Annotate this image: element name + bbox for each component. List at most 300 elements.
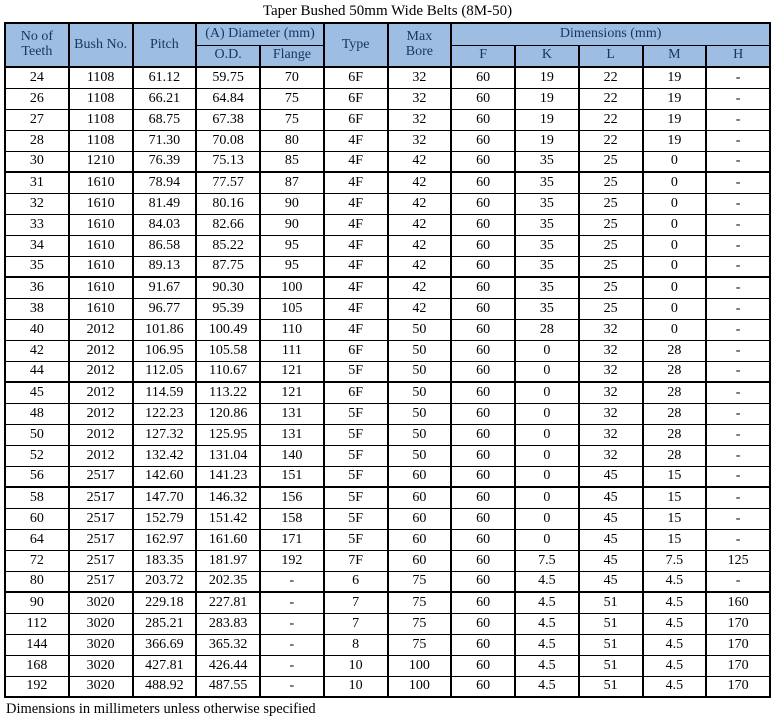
table-cell: 51 xyxy=(579,634,643,655)
table-cell: - xyxy=(706,130,770,151)
table-cell: 60 xyxy=(451,172,515,193)
table-cell: 5F xyxy=(324,361,388,382)
table-cell: 90 xyxy=(260,214,324,235)
table-cell: 80.16 xyxy=(196,193,260,214)
table-cell: 8 xyxy=(324,634,388,655)
table-cell: 6F xyxy=(324,340,388,361)
table-cell: - xyxy=(260,613,324,634)
table-cell: 51 xyxy=(579,676,643,697)
table-cell: - xyxy=(706,172,770,193)
table-cell: 15 xyxy=(643,508,707,529)
table-row xyxy=(5,67,770,88)
table-cell: 4.5 xyxy=(643,613,707,634)
table-cell: 89.13 xyxy=(133,256,197,277)
table-cell: 121 xyxy=(260,361,324,382)
table-cell: 6F xyxy=(324,109,388,130)
table-cell: 28 xyxy=(515,319,579,340)
table-cell: 75 xyxy=(388,634,452,655)
table-cell: 25 xyxy=(579,214,643,235)
table-cell: 112 xyxy=(5,613,69,634)
table-cell: 42 xyxy=(388,277,452,298)
table-cell: 27 xyxy=(5,109,69,130)
table-cell: 10 xyxy=(324,655,388,676)
table-cell: 45 xyxy=(579,487,643,508)
table-cell: 50 xyxy=(388,382,452,403)
table-row xyxy=(5,256,770,277)
table-cell: 5F xyxy=(324,466,388,487)
table-cell: 1610 xyxy=(69,277,133,298)
table-row xyxy=(5,424,770,445)
table-cell: 32 xyxy=(579,424,643,445)
table-cell: 5F xyxy=(324,424,388,445)
header-m: M xyxy=(643,45,707,67)
table-cell: 1108 xyxy=(69,88,133,109)
table-cell: - xyxy=(706,235,770,256)
table-cell: 4.5 xyxy=(643,676,707,697)
table-row xyxy=(5,508,770,529)
table-cell: - xyxy=(260,571,324,592)
table-cell: 101.86 xyxy=(133,319,197,340)
table-cell: 4.5 xyxy=(515,676,579,697)
table-cell: 78.94 xyxy=(133,172,197,193)
table-cell: 100.49 xyxy=(196,319,260,340)
table-cell: 32 xyxy=(579,403,643,424)
table-cell: 152.79 xyxy=(133,508,197,529)
table-row xyxy=(5,613,770,634)
table-cell: 7.5 xyxy=(643,550,707,571)
table-cell: 60 xyxy=(388,529,452,550)
table-cell: 60 xyxy=(451,634,515,655)
table-cell: 1610 xyxy=(69,235,133,256)
table-row xyxy=(5,340,770,361)
table-row xyxy=(5,676,770,697)
table-cell: 42 xyxy=(388,193,452,214)
table-body xyxy=(5,67,770,697)
table-cell: 96.77 xyxy=(133,298,197,319)
table-cell: 25 xyxy=(579,256,643,277)
table-cell: 2517 xyxy=(69,508,133,529)
table-cell: 60 xyxy=(5,508,69,529)
table-cell: 5F xyxy=(324,403,388,424)
table-cell: 60 xyxy=(451,487,515,508)
table-cell: 1210 xyxy=(69,151,133,172)
table-cell: 60 xyxy=(451,130,515,151)
table-cell: 19 xyxy=(515,130,579,151)
table-cell: 1108 xyxy=(69,109,133,130)
table-cell: 1610 xyxy=(69,298,133,319)
table-cell: 15 xyxy=(643,466,707,487)
table-cell: 227.81 xyxy=(196,592,260,613)
table-cell: 60 xyxy=(451,424,515,445)
table-cell: 90.30 xyxy=(196,277,260,298)
table-cell: 32 xyxy=(579,445,643,466)
table-cell: 144 xyxy=(5,634,69,655)
table-cell: 60 xyxy=(451,403,515,424)
table-cell: 60 xyxy=(388,466,452,487)
table-cell: 44 xyxy=(5,361,69,382)
table-cell: 0 xyxy=(643,214,707,235)
table-cell: 50 xyxy=(388,424,452,445)
table-cell: 25 xyxy=(579,172,643,193)
table-cell: 28 xyxy=(643,361,707,382)
table-cell: 60 xyxy=(451,88,515,109)
table-cell: 60 xyxy=(388,508,452,529)
table-cell: - xyxy=(706,508,770,529)
table-cell: - xyxy=(706,256,770,277)
table-cell: 4.5 xyxy=(643,571,707,592)
table-cell: 34 xyxy=(5,235,69,256)
table-cell: 60 xyxy=(451,571,515,592)
table-cell: 77.57 xyxy=(196,172,260,193)
table-cell: 60 xyxy=(451,613,515,634)
table-cell: 31 xyxy=(5,172,69,193)
table-cell: 24 xyxy=(5,67,69,88)
table-cell: 2517 xyxy=(69,550,133,571)
table-cell: - xyxy=(706,487,770,508)
header-row-1 xyxy=(5,23,770,45)
table-cell: 7 xyxy=(324,613,388,634)
table-cell: 45 xyxy=(579,550,643,571)
table-cell: 160 xyxy=(706,592,770,613)
table-cell: 60 xyxy=(451,445,515,466)
table-cell: 4.5 xyxy=(643,592,707,613)
table-cell: 3020 xyxy=(69,676,133,697)
table-cell: 60 xyxy=(451,550,515,571)
table-cell: 183.35 xyxy=(133,550,197,571)
table-cell: - xyxy=(706,151,770,172)
table-cell: - xyxy=(706,319,770,340)
table-cell: 60 xyxy=(451,214,515,235)
table-cell: 110.67 xyxy=(196,361,260,382)
table-cell: 35 xyxy=(515,298,579,319)
table-cell: 2517 xyxy=(69,466,133,487)
table-cell: - xyxy=(260,655,324,676)
table-cell: 42 xyxy=(388,256,452,277)
table-cell: 60 xyxy=(451,382,515,403)
table-cell: 15 xyxy=(643,487,707,508)
table-cell: 35 xyxy=(515,172,579,193)
table-cell: 28 xyxy=(5,130,69,151)
table-cell: 4.5 xyxy=(515,655,579,676)
table-cell: 192 xyxy=(260,550,324,571)
table-row xyxy=(5,151,770,172)
table-cell: 60 xyxy=(451,193,515,214)
table-cell: 71.30 xyxy=(133,130,197,151)
table-cell: 365.32 xyxy=(196,634,260,655)
table-cell: 4F xyxy=(324,319,388,340)
table-cell: 131 xyxy=(260,424,324,445)
table-cell: 3020 xyxy=(69,613,133,634)
table-cell: 32 xyxy=(579,361,643,382)
table-cell: 60 xyxy=(451,319,515,340)
table-cell: 6F xyxy=(324,67,388,88)
table-cell: 170 xyxy=(706,655,770,676)
table-cell: - xyxy=(706,109,770,130)
table-title: Taper Bushed 50mm Wide Belts (8M-50) xyxy=(262,3,513,19)
table-row xyxy=(5,445,770,466)
table-cell: 32 xyxy=(579,340,643,361)
table-cell: 170 xyxy=(706,634,770,655)
table-cell: 2012 xyxy=(69,319,133,340)
table-cell: 76.39 xyxy=(133,151,197,172)
table-cell: 203.72 xyxy=(133,571,197,592)
table-cell: 113.22 xyxy=(196,382,260,403)
table-cell: 202.35 xyxy=(196,571,260,592)
table-cell: 35 xyxy=(515,214,579,235)
table-cell: 5F xyxy=(324,445,388,466)
table-cell: 2012 xyxy=(69,340,133,361)
table-cell: 2012 xyxy=(69,382,133,403)
table-cell: 5F xyxy=(324,487,388,508)
table-cell: 35 xyxy=(515,151,579,172)
header-od: O.D. xyxy=(196,45,260,67)
table-cell: - xyxy=(706,88,770,109)
table-row xyxy=(5,634,770,655)
table-cell: 2012 xyxy=(69,424,133,445)
table-cell: 170 xyxy=(706,676,770,697)
table-cell: 60 xyxy=(451,340,515,361)
table-cell: 141.23 xyxy=(196,466,260,487)
header-flange: Flange xyxy=(260,45,324,67)
table-cell: 60 xyxy=(388,487,452,508)
table-cell: 112.05 xyxy=(133,361,197,382)
table-cell: 70.08 xyxy=(196,130,260,151)
table-cell: 0 xyxy=(515,361,579,382)
table-cell: 60 xyxy=(451,592,515,613)
table-cell: 60 xyxy=(451,361,515,382)
table-cell: - xyxy=(706,298,770,319)
table-cell: 51 xyxy=(579,655,643,676)
table-cell: 161.60 xyxy=(196,529,260,550)
table-cell: 72 xyxy=(5,550,69,571)
table-cell: - xyxy=(706,277,770,298)
table-cell: 38 xyxy=(5,298,69,319)
table-row xyxy=(5,592,770,613)
table-cell: - xyxy=(260,634,324,655)
header-k: K xyxy=(515,45,579,67)
table-cell: 19 xyxy=(643,88,707,109)
table-cell: 45 xyxy=(579,508,643,529)
table-cell: 19 xyxy=(643,130,707,151)
table-cell: 60 xyxy=(451,529,515,550)
header-type: Type xyxy=(324,23,388,67)
table-cell: 75 xyxy=(260,88,324,109)
table-cell: 0 xyxy=(643,172,707,193)
table-cell: 192 xyxy=(5,676,69,697)
table-cell: 67.38 xyxy=(196,109,260,130)
table-row xyxy=(5,235,770,256)
table-cell: 19 xyxy=(515,109,579,130)
table-cell: - xyxy=(706,403,770,424)
table-cell: 80 xyxy=(5,571,69,592)
table-row xyxy=(5,130,770,151)
table-cell: 48 xyxy=(5,403,69,424)
table-row xyxy=(5,466,770,487)
table-cell: 75 xyxy=(260,109,324,130)
table-cell: 3020 xyxy=(69,592,133,613)
table-cell: 7 xyxy=(324,592,388,613)
table-cell: 50 xyxy=(388,361,452,382)
table-cell: 91.67 xyxy=(133,277,197,298)
table-cell: 60 xyxy=(451,277,515,298)
table-cell: 75.13 xyxy=(196,151,260,172)
table-cell: 4F xyxy=(324,277,388,298)
table-cell: 19 xyxy=(643,109,707,130)
table-cell: 32 xyxy=(579,382,643,403)
table-cell: 28 xyxy=(643,403,707,424)
table-cell: 35 xyxy=(515,277,579,298)
table-cell: 22 xyxy=(579,67,643,88)
table-cell: 56 xyxy=(5,466,69,487)
table-cell: 40 xyxy=(5,319,69,340)
table-header xyxy=(5,23,770,67)
table-cell: 487.55 xyxy=(196,676,260,697)
table-cell: 0 xyxy=(643,235,707,256)
table-cell: 131 xyxy=(260,403,324,424)
table-cell: 162.97 xyxy=(133,529,197,550)
table-cell: 229.18 xyxy=(133,592,197,613)
table-cell: 10 xyxy=(324,676,388,697)
table-row xyxy=(5,319,770,340)
table-cell: 68.75 xyxy=(133,109,197,130)
table-cell: 32 xyxy=(388,88,452,109)
table-cell: 114.59 xyxy=(133,382,197,403)
table-cell: 25 xyxy=(579,151,643,172)
table-cell: 75 xyxy=(388,613,452,634)
table-cell: 60 xyxy=(388,550,452,571)
table-cell: 0 xyxy=(643,298,707,319)
table-row xyxy=(5,487,770,508)
table-cell: 85 xyxy=(260,151,324,172)
table-cell: 0 xyxy=(643,319,707,340)
table-cell: 85.22 xyxy=(196,235,260,256)
table-cell: 60 xyxy=(451,466,515,487)
table-cell: 4.5 xyxy=(515,592,579,613)
table-cell: 6F xyxy=(324,382,388,403)
table-cell: 60 xyxy=(451,676,515,697)
table-cell: 28 xyxy=(643,445,707,466)
table-cell: 1610 xyxy=(69,214,133,235)
table-cell: 285.21 xyxy=(133,613,197,634)
table-cell: 1610 xyxy=(69,172,133,193)
table-cell: - xyxy=(706,361,770,382)
header-bush-no: Bush No. xyxy=(69,23,133,67)
table-cell: 4F xyxy=(324,256,388,277)
table-cell: - xyxy=(706,529,770,550)
table-row xyxy=(5,298,770,319)
table-cell: 3020 xyxy=(69,634,133,655)
table-cell: 111 xyxy=(260,340,324,361)
table-cell: 22 xyxy=(579,109,643,130)
table-cell: 86.58 xyxy=(133,235,197,256)
table-cell: 66.21 xyxy=(133,88,197,109)
table-cell: - xyxy=(706,424,770,445)
table-cell: 35 xyxy=(515,256,579,277)
table-cell: 0 xyxy=(515,382,579,403)
table-cell: 35 xyxy=(5,256,69,277)
table-cell: 0 xyxy=(643,193,707,214)
table-cell: 75 xyxy=(388,571,452,592)
table-cell: 147.70 xyxy=(133,487,197,508)
table-cell: 81.49 xyxy=(133,193,197,214)
table-cell: 50 xyxy=(388,403,452,424)
table-cell: 28 xyxy=(643,382,707,403)
table-cell: 125.95 xyxy=(196,424,260,445)
table-cell: 25 xyxy=(579,235,643,256)
table-cell: 6 xyxy=(324,571,388,592)
table-cell: 2012 xyxy=(69,445,133,466)
table-cell: 0 xyxy=(515,445,579,466)
table-cell: 4.5 xyxy=(515,613,579,634)
header-dimensions-group: Dimensions (mm) xyxy=(451,23,770,45)
table-cell: 488.92 xyxy=(133,676,197,697)
table-cell: 60 xyxy=(451,67,515,88)
table-cell: 28 xyxy=(643,424,707,445)
table-cell: 33 xyxy=(5,214,69,235)
table-cell: 170 xyxy=(706,613,770,634)
footer-note: Dimensions in millimeters unless otherwise specified xyxy=(6,701,316,717)
table-cell: 0 xyxy=(515,529,579,550)
table-cell: 283.83 xyxy=(196,613,260,634)
table-cell: - xyxy=(706,193,770,214)
table-cell: 132.42 xyxy=(133,445,197,466)
table-cell: 2012 xyxy=(69,361,133,382)
table-cell: 50 xyxy=(388,445,452,466)
table-row xyxy=(5,529,770,550)
table-cell: 50 xyxy=(388,340,452,361)
table-cell: 0 xyxy=(643,151,707,172)
table-cell: 142.60 xyxy=(133,466,197,487)
table-cell: 106.95 xyxy=(133,340,197,361)
table-cell: 4F xyxy=(324,235,388,256)
table-cell: 100 xyxy=(260,277,324,298)
table-row xyxy=(5,214,770,235)
table-cell: 32 xyxy=(388,67,452,88)
table-cell: 0 xyxy=(515,340,579,361)
table-cell: 42 xyxy=(388,151,452,172)
table-cell: 19 xyxy=(515,88,579,109)
table-cell: 4F xyxy=(324,172,388,193)
table-cell: 151 xyxy=(260,466,324,487)
table-cell: 0 xyxy=(515,508,579,529)
table-row xyxy=(5,193,770,214)
table-cell: 64 xyxy=(5,529,69,550)
table-cell: 51 xyxy=(579,592,643,613)
table-cell: 22 xyxy=(579,88,643,109)
table-cell: 19 xyxy=(643,67,707,88)
table-cell: 366.69 xyxy=(133,634,197,655)
table-cell: 25 xyxy=(579,193,643,214)
table-cell: 3020 xyxy=(69,655,133,676)
table-cell: 110 xyxy=(260,319,324,340)
table-cell: 51 xyxy=(579,613,643,634)
table-row xyxy=(5,550,770,571)
table-cell: 171 xyxy=(260,529,324,550)
table-cell: 95 xyxy=(260,235,324,256)
table-cell: 2517 xyxy=(69,487,133,508)
table-cell: 59.75 xyxy=(196,67,260,88)
table-cell: 5F xyxy=(324,529,388,550)
table-cell: 4F xyxy=(324,214,388,235)
table-row xyxy=(5,172,770,193)
table-cell: 35 xyxy=(515,193,579,214)
table-cell: 22 xyxy=(579,130,643,151)
table-cell: - xyxy=(706,214,770,235)
table-cell: 0 xyxy=(643,256,707,277)
table-cell: 70 xyxy=(260,67,324,88)
table-cell: 87.75 xyxy=(196,256,260,277)
table-cell: 127.32 xyxy=(133,424,197,445)
